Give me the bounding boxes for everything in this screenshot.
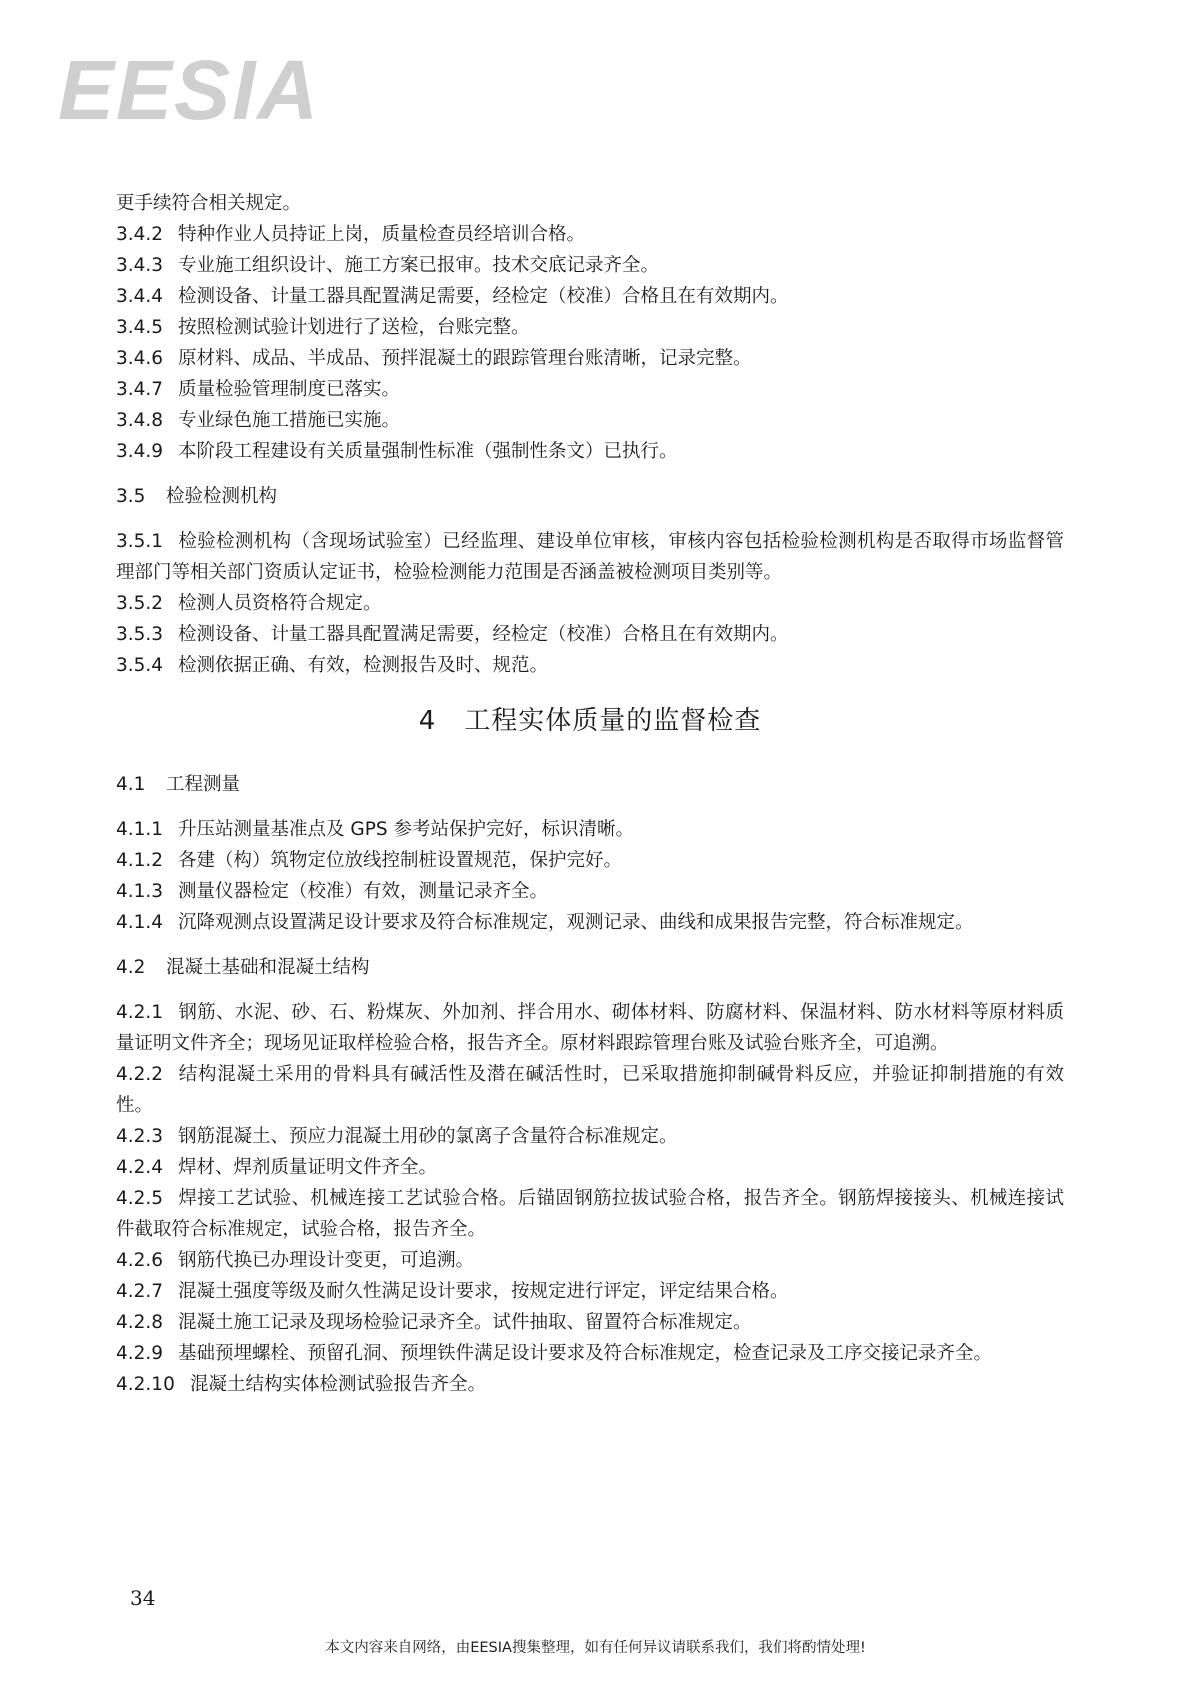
- clause-text: 混凝土结构实体检测试验报告齐全。: [190, 1374, 487, 1395]
- clause-4-2-7: [116, 1276, 1064, 1307]
- clause-number: 3.4.3: [116, 255, 164, 276]
- clause-4-2-5: [116, 1183, 1064, 1245]
- clause-4-2-6: [116, 1245, 1064, 1276]
- clause-3-5-3: [116, 619, 1064, 650]
- clause-text: 质量检验管理制度已落实。: [178, 379, 401, 400]
- chapter-number: 4: [418, 706, 437, 736]
- clause-text: 钢筋、水泥、砂、石、粉煤灰、外加剂、拌合用水、砌体材料、防腐材料、保温材料、防水材料等原材料质量证明文件齐全；现场见证取样检验合格，报告齐全。原材料跟踪管理台账及试验台账齐全，可追溯。: [116, 1002, 1064, 1054]
- section-heading-4-1: [116, 769, 1064, 800]
- clause-text: 焊材、焊剂质量证明文件齐全。: [178, 1157, 438, 1178]
- clause-4-1-3: [116, 876, 1064, 907]
- clause-4-1-1: [116, 814, 1064, 845]
- clause-number: 4.2.10: [116, 1374, 175, 1395]
- clause-3-5-2: [116, 588, 1064, 619]
- clause-number: 3.4.6: [116, 348, 164, 369]
- clause-number: 4.2.1: [116, 1002, 164, 1023]
- clause-number: 3.5.2: [116, 593, 164, 614]
- clause-text: 钢筋混凝土、预应力混凝土用砂的氯离子含量符合标准规定。: [178, 1126, 678, 1147]
- section-title: 工程测量: [166, 774, 241, 795]
- clause-text: 混凝土强度等级及耐久性满足设计要求，按规定进行评定，评定结果合格。: [178, 1281, 789, 1302]
- clause-4-2-10: [116, 1369, 1064, 1400]
- clause-text: 检验检测机构（含现场试验室）已经监理、建设单位审核，审核内容包括检验检测机构是否取得市场监督管理部门等相关部门资质认定证书，检验检测能力范围是否涵盖被检测项目类别等。: [116, 531, 1064, 583]
- section-heading-4-2: [116, 952, 1064, 983]
- clause-number: 4.1.3: [116, 881, 164, 902]
- clause-text: 特种作业人员持证上岗，质量检查员经培训合格。: [178, 224, 586, 245]
- clause-number: 4.2.2: [116, 1064, 164, 1085]
- clause-text: 原材料、成品、半成品、预拌混凝土的跟踪管理台账清晰，记录完整。: [178, 348, 752, 369]
- section-title: 混凝土基础和混凝土结构: [166, 957, 370, 978]
- clause-4-1-4: [116, 907, 1064, 938]
- continuation-line: [116, 188, 1064, 219]
- clause-number: 4.2.7: [116, 1281, 164, 1302]
- clause-number: 4.1.4: [116, 912, 164, 933]
- clause-text: 升压站测量基准点及 GPS 参考站保护完好，标识清晰。: [178, 819, 634, 840]
- clause-3-4-4: [116, 281, 1064, 312]
- clause-3-5-4: [116, 650, 1064, 681]
- footer-disclaimer: 本文内容来自网络，由EESIA搜集整理，如有任何异议请联系我们，我们将酌情处理!: [325, 1640, 866, 1656]
- clause-number: 3.4.4: [116, 286, 164, 307]
- clause-3-4-7: [116, 374, 1064, 405]
- clause-text: 按照检测试验计划进行了送检，台账完整。: [178, 317, 530, 338]
- clause-3-4-2: [116, 219, 1064, 250]
- clause-text: 专业施工组织设计、施工方案已报审。技术交底记录齐全。: [178, 255, 660, 276]
- section-number: 4.1: [116, 774, 146, 795]
- clause-text: 本阶段工程建设有关质量强制性标准（强制性条文）已执行。: [178, 441, 678, 462]
- clause-text: 钢筋代换已办理设计变更，可追溯。: [178, 1250, 475, 1271]
- clause-3-4-9: [116, 436, 1064, 467]
- clause-4-2-9: [116, 1338, 1064, 1369]
- clause-number: 3.5.3: [116, 624, 164, 645]
- clause-3-4-3: [116, 250, 1064, 281]
- clause-text: 检测人员资格符合规定。: [178, 593, 382, 614]
- clause-text: 各建（构）筑物定位放线控制桩设置规范，保护完好。: [178, 850, 623, 871]
- clause-number: 4.1.2: [116, 850, 164, 871]
- clause-number: 4.1.1: [116, 819, 164, 840]
- clause-number: 3.5.1: [116, 531, 164, 552]
- clause-number: 4.2.4: [116, 1157, 164, 1178]
- clause-number: 4.2.3: [116, 1126, 164, 1147]
- clause-text: 结构混凝土采用的骨料具有碱活性及潜在碱活性时，已采取措施抑制碱骨料反应，并验证抑制措施的有效性。: [116, 1064, 1064, 1116]
- clause-4-2-1: [116, 997, 1064, 1059]
- clause-4-2-4: [116, 1152, 1064, 1183]
- clause-text: 焊接工艺试验、机械连接工艺试验合格。后锚固钢筋拉拔试验合格，报告齐全。钢筋焊接接头、机械连接试件截取符合标准规定，试验合格，报告齐全。: [116, 1188, 1064, 1240]
- clause-number: 3.4.7: [116, 379, 164, 400]
- section-title: 检验检测机构: [166, 486, 278, 507]
- clause-text: 专业绿色施工措施已实施。: [178, 410, 401, 431]
- clause-number: 3.4.5: [116, 317, 164, 338]
- clause-text: 混凝土施工记录及现场检验记录齐全。试件抽取、留置符合标准规定。: [178, 1312, 752, 1333]
- section-number: 3.5: [116, 486, 146, 507]
- section-heading-3-5: [116, 481, 1064, 512]
- clause-number: 3.4.8: [116, 410, 164, 431]
- clause-text: 测量仪器检定（校准）有效，测量记录齐全。: [178, 881, 549, 902]
- clause-number: 4.2.8: [116, 1312, 164, 1333]
- clause-4-2-2: [116, 1059, 1064, 1121]
- clause-number: 4.2.9: [116, 1343, 164, 1364]
- clause-number: 3.5.4: [116, 655, 164, 676]
- chapter-title: 工程实体质量的监督检查: [464, 706, 762, 736]
- clause-4-2-8: [116, 1307, 1064, 1338]
- clause-text: 检测依据正确、有效，检测报告及时、规范。: [178, 655, 549, 676]
- eesia-logo: EESIA: [58, 43, 321, 137]
- clause-text: 沉降观测点设置满足设计要求及符合标准规定，观测记录、曲线和成果报告完整，符合标准规定。: [178, 912, 974, 933]
- clause-3-4-6: [116, 343, 1064, 374]
- clause-3-4-8: [116, 405, 1064, 436]
- clause-3-5-1: [116, 526, 1064, 588]
- clause-4-1-2: [116, 845, 1064, 876]
- clause-number: 3.4.2: [116, 224, 164, 245]
- clause-3-4-5: [116, 312, 1064, 343]
- clause-text: 检测设备、计量工器具配置满足需要，经检定（校准）合格且在有效期内。: [178, 286, 789, 307]
- clause-text: 基础预埋螺栓、预留孔洞、预埋铁件满足设计要求及符合标准规定，检查记录及工序交接记录齐全。: [178, 1343, 993, 1364]
- document-body: [116, 188, 1064, 1400]
- clause-number: 4.2.5: [116, 1188, 164, 1209]
- page-number: 34: [130, 1586, 156, 1610]
- chapter-heading: [116, 701, 1064, 741]
- clause-number: 3.4.9: [116, 441, 164, 462]
- line-text: 更手续符合相关规定。: [116, 193, 302, 214]
- clause-number: 4.2.6: [116, 1250, 164, 1271]
- clause-text: 检测设备、计量工器具配置满足需要，经检定（校准）合格且在有效期内。: [178, 624, 789, 645]
- clause-4-2-3: [116, 1121, 1064, 1152]
- section-number: 4.2: [116, 957, 146, 978]
